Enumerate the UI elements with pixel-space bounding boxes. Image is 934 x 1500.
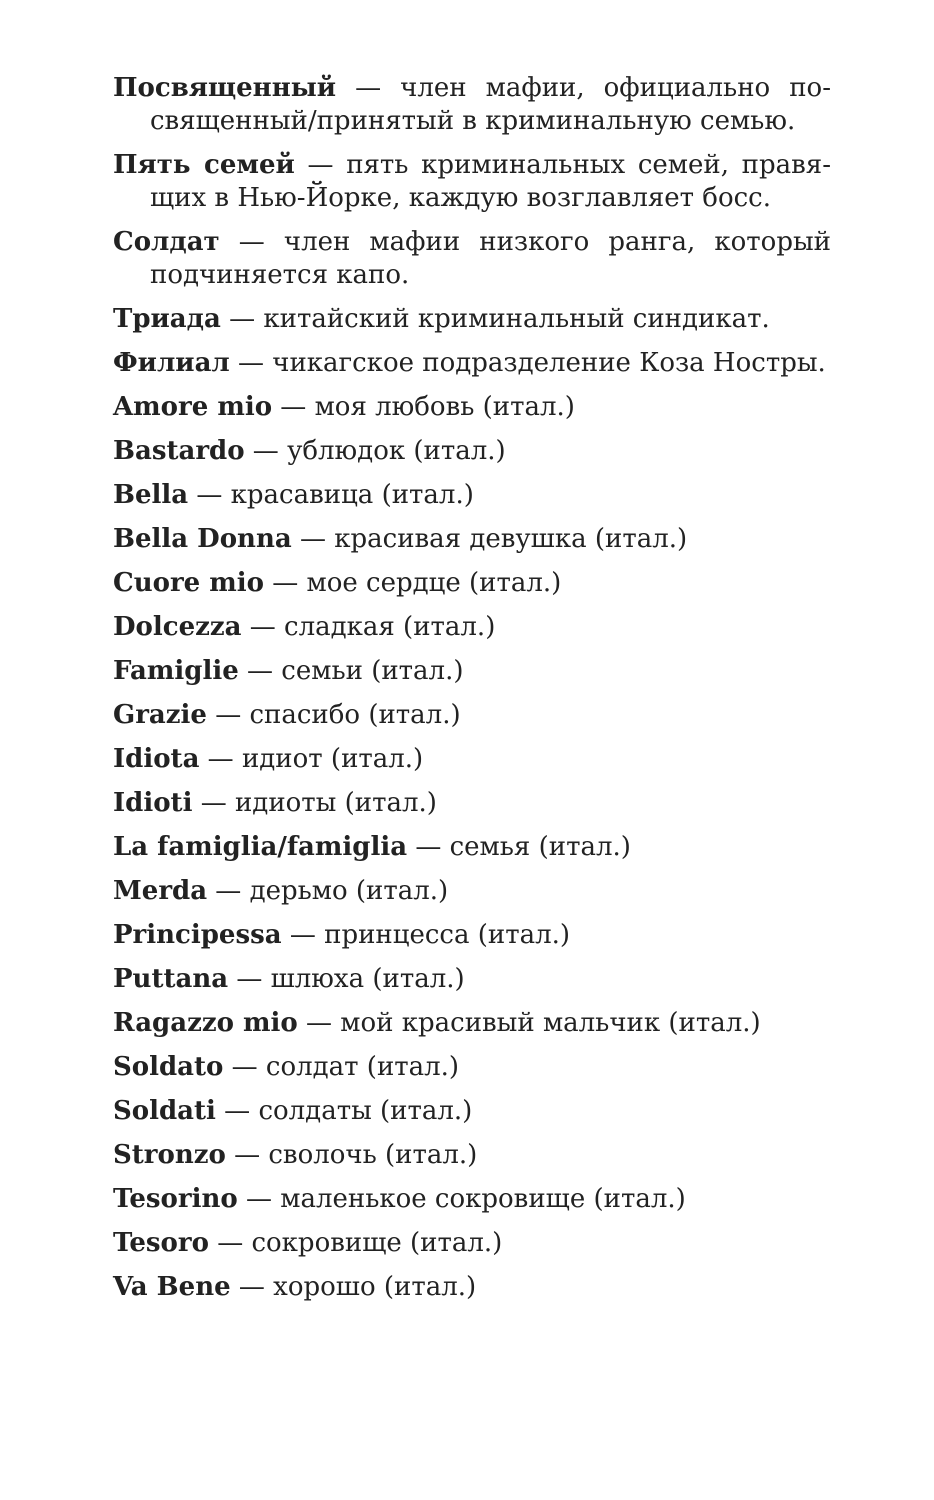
glossary-entry: [113, 72, 831, 138]
glossary-definition: — член мафии низкого ранга, который подчиняется капо.: [150, 227, 831, 290]
glossary-term: Puttana: [113, 964, 229, 994]
glossary-term: Посвященный: [113, 73, 337, 103]
glossary-term: Dolcezza: [113, 612, 242, 642]
glossary-definition: — член мафии, официально посвященный/принятый в криминальную семью.: [150, 73, 831, 136]
glossary-definition: — семья (итал.): [407, 832, 631, 862]
glossary-entry: [113, 1007, 831, 1040]
glossary-entry: [113, 743, 831, 776]
glossary-entry: [113, 1139, 831, 1172]
glossary-entry: [113, 303, 831, 336]
glossary-entry: [113, 1095, 831, 1128]
glossary-definition: — красивая девушка (итал.): [291, 524, 688, 554]
glossary-definition: — дерьмо (итал.): [207, 876, 449, 906]
glossary-term: Солдат: [113, 227, 220, 257]
glossary-definition: — китайский криминальный синдикат.: [220, 304, 770, 334]
glossary-term: Idioti: [113, 788, 193, 818]
glossary-definition: — мое сердце (итал.): [263, 568, 562, 598]
glossary-term: Cuore mio: [113, 568, 264, 598]
glossary-definition: — солдаты (итал.): [215, 1096, 473, 1126]
glossary-definition: — мой красивый мальчик (итал.): [297, 1008, 761, 1038]
glossary-term: Bella: [113, 480, 189, 510]
glossary-entry: [113, 149, 831, 215]
glossary-definition: — маленькое сокровище (итал.): [237, 1184, 686, 1214]
glossary-definition: — принцесса (итал.): [281, 920, 571, 950]
glossary-definition: — солдат (итал.): [223, 1052, 460, 1082]
glossary-term: Grazie: [113, 700, 207, 730]
glossary-entry: [113, 479, 831, 512]
glossary-term: Idiota: [113, 744, 200, 774]
glossary-term: Bastardo: [113, 436, 245, 466]
glossary-term: Пять семей: [113, 150, 295, 180]
glossary-term: Tesorino: [113, 1184, 238, 1214]
glossary-entry: [113, 435, 831, 468]
glossary-entry: [113, 347, 831, 380]
glossary-definition: — пять криминальных семей, правящих в Нью-Йорке, каждую возглавляет босс.: [150, 150, 831, 213]
glossary-entry: [113, 919, 831, 952]
glossary-definition: — спасибо (итал.): [206, 700, 461, 730]
glossary-term: Ragazzo mio: [113, 1008, 298, 1038]
glossary-definition: — красавица (итал.): [188, 480, 474, 510]
glossary-term: Филиал: [113, 348, 230, 378]
glossary-definition: — сокровище (итал.): [208, 1228, 503, 1258]
glossary-term: Amore mio: [113, 392, 273, 422]
glossary-definition: — моя любовь (итал.): [272, 392, 575, 422]
glossary-entry: [113, 1183, 831, 1216]
glossary-term: La famiglia/famiglia: [113, 832, 408, 862]
glossary-term: Famiglie: [113, 656, 239, 686]
glossary-definition: — чикагское подразделение Коза Ностры.: [229, 348, 826, 378]
glossary-definition: — хорошо (итал.): [230, 1272, 477, 1302]
glossary-definition: — шлюха (итал.): [228, 964, 465, 994]
glossary-entry: [113, 523, 831, 556]
glossary-entry: [113, 567, 831, 600]
glossary-entry: [113, 611, 831, 644]
glossary-term: Soldati: [113, 1096, 216, 1126]
glossary-entry: [113, 655, 831, 688]
glossary-term: Tesoro: [113, 1228, 209, 1258]
glossary-entry: [113, 787, 831, 820]
glossary-entry: [113, 875, 831, 908]
glossary-entry: [113, 1051, 831, 1084]
glossary-term: Va Bene: [113, 1272, 231, 1302]
glossary-definition: — идиоты (итал.): [192, 788, 437, 818]
glossary-term: Principessa: [113, 920, 282, 950]
glossary-page: [113, 72, 831, 1315]
glossary-term: Триада: [113, 304, 221, 334]
glossary-entry: [113, 699, 831, 732]
glossary-entry: [113, 1271, 831, 1304]
glossary-definition: — семьи (итал.): [238, 656, 464, 686]
glossary-term: Bella Donna: [113, 524, 292, 554]
glossary-definition: — сволочь (итал.): [225, 1140, 478, 1170]
glossary-term: Soldato: [113, 1052, 224, 1082]
glossary-entry: [113, 391, 831, 424]
glossary-term: Stronzo: [113, 1140, 226, 1170]
glossary-definition: — идиот (итал.): [199, 744, 424, 774]
glossary-entry: [113, 226, 831, 292]
glossary-entry: [113, 1227, 831, 1260]
glossary-term: Merda: [113, 876, 208, 906]
glossary-entry: [113, 963, 831, 996]
glossary-entry: [113, 831, 831, 864]
glossary-definition: — сладкая (итал.): [241, 612, 496, 642]
glossary-definition: — ублюдок (итал.): [244, 436, 506, 466]
